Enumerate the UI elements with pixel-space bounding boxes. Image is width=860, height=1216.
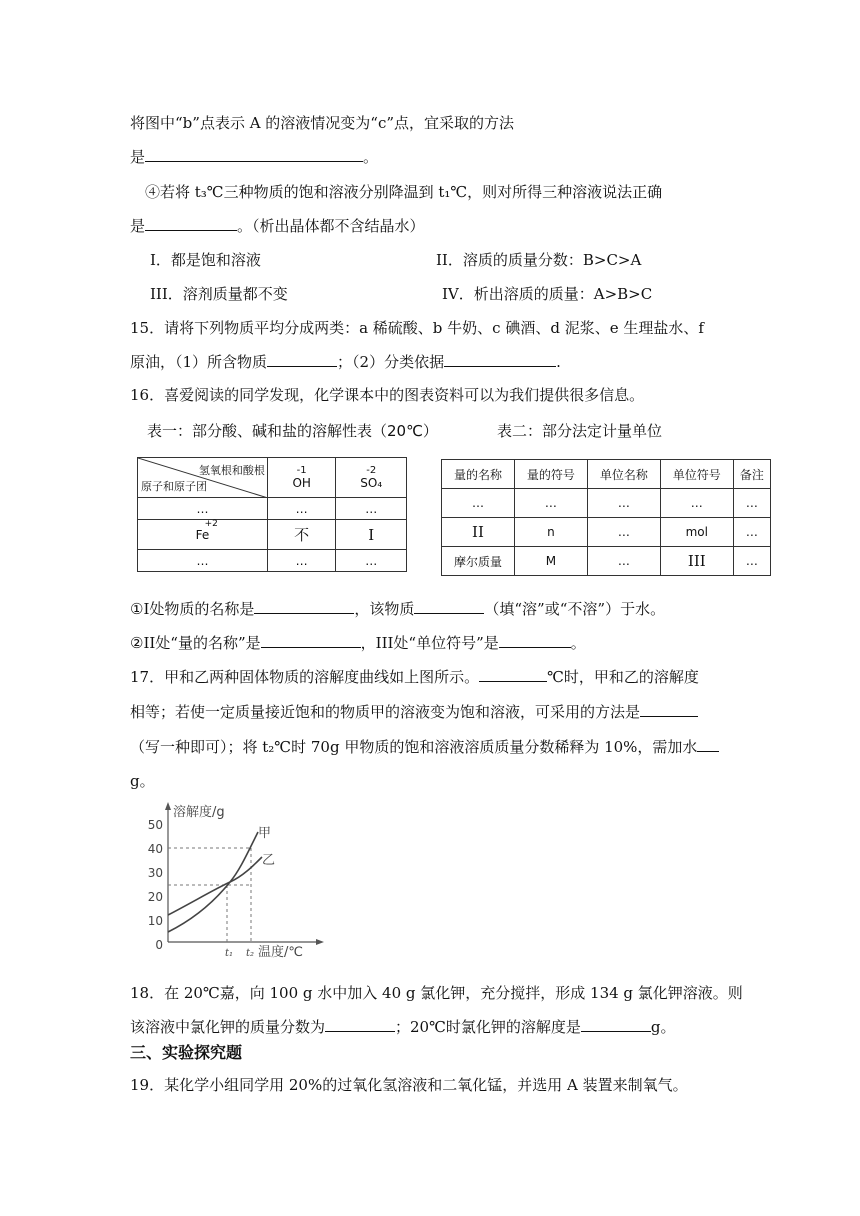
cell: …: [587, 547, 660, 576]
table1-caption: 表一：部分酸、碱和盐的溶解性表（20℃）: [147, 422, 438, 440]
answer-blank[interactable]: [254, 599, 354, 614]
charge: -2: [366, 465, 377, 476]
unit-table: [441, 459, 771, 576]
q14-line-2: [130, 146, 378, 167]
answer-blank[interactable]: [145, 216, 237, 231]
cell: …: [267, 498, 336, 520]
q18-line-2: [130, 1016, 676, 1037]
text: 是: [130, 148, 146, 166]
cell: 摩尔质量: [442, 547, 515, 576]
header: 单位名称: [587, 460, 660, 489]
text: ，III处“单位符号”是: [360, 634, 499, 652]
answer-blank[interactable]: [444, 352, 556, 367]
curve-yi-label: 乙: [262, 853, 276, 868]
y-tick-50: 50: [147, 818, 163, 832]
cell: …: [733, 518, 770, 547]
cell-ii: II: [442, 518, 515, 547]
cell: …: [336, 550, 407, 572]
section-heading: 三、实验探究题: [130, 1043, 243, 1062]
text: （写一种即可）；将 t₂℃时 70g 甲物质的饱和溶液溶质质量分数稀释为 10%，需加水: [130, 738, 698, 756]
q14-line-3: ④若将 t₃℃三种物质的饱和溶液分别降温到 t₁℃，则对所得三种溶液说法正确: [145, 183, 663, 201]
corner-cell: [138, 458, 268, 498]
corner-top: 氢氧根和酸根: [198, 464, 265, 477]
answer-blank[interactable]: [325, 1017, 395, 1032]
anion: OH: [292, 476, 311, 490]
cell: mol: [660, 518, 733, 547]
x-axis-arrow: [316, 939, 324, 945]
table2-caption: 表二：部分法定计量单位: [497, 422, 663, 440]
answer-blank[interactable]: [581, 1017, 651, 1032]
text: 是: [130, 217, 146, 235]
cell: …: [138, 498, 268, 520]
text: 。（析出晶体都不含结晶水）: [237, 217, 425, 235]
text: ℃时，甲和乙的溶解度: [547, 668, 699, 686]
anion-so4: [336, 458, 407, 498]
curve-yi: [168, 857, 262, 915]
cell-i: I: [336, 520, 407, 550]
q14-line-4: [130, 215, 425, 236]
header: 量的符号: [514, 460, 587, 489]
y-tick-20: 20: [147, 890, 163, 904]
answer-blank[interactable]: [640, 702, 698, 717]
y-axis-arrow: [165, 802, 171, 810]
text: ，该物质: [354, 600, 415, 618]
q18-line-1: 18．在 20℃嘉，向 100 g 水中加入 40 g 氯化钾，充分搅拌，形成 134 g 氯化钾溶液。则: [130, 984, 743, 1002]
option-iv: IV．析出溶质的质量：A>B>C: [442, 285, 653, 303]
charge: +2: [204, 518, 218, 529]
answer-blank[interactable]: [261, 633, 361, 648]
x-tick-t1: t₁: [225, 948, 234, 959]
x-tick-t2: t₂: [246, 948, 255, 959]
cell: …: [336, 498, 407, 520]
text: .: [556, 353, 561, 371]
q15-line-2: [130, 351, 561, 372]
y-tick-0: 0: [155, 938, 163, 952]
cell: …: [660, 489, 733, 518]
header: 量的名称: [442, 460, 515, 489]
ion: Fe: [195, 527, 210, 542]
answer-blank[interactable]: [479, 667, 547, 682]
solubility-graph: [138, 802, 328, 964]
q16-sub-1: [130, 598, 665, 619]
x-axis-label: 温度/℃: [258, 945, 303, 960]
cell: …: [733, 547, 770, 576]
q16-line-1: 16．喜爱阅读的同学发现，化学课本中的图表资料可以为我们提供很多信息。: [130, 386, 645, 404]
cell: …: [587, 489, 660, 518]
curve-jia-label: 甲: [258, 826, 272, 841]
cell: …: [514, 489, 587, 518]
cell: M: [514, 547, 587, 576]
q14-line-1: 将图中“b”点表示 A 的溶液情况变为“c”点，宜采取的方法: [130, 114, 515, 132]
text: g。: [650, 1018, 676, 1036]
q17-line-4: g。: [130, 772, 155, 790]
answer-blank[interactable]: [697, 737, 719, 752]
answer-blank[interactable]: [414, 599, 484, 614]
answer-blank[interactable]: [499, 633, 571, 648]
option-i: I．都是饱和溶液: [150, 251, 261, 269]
text: 该溶液中氯化钾的质量分数为: [130, 1018, 326, 1036]
charge: -1: [296, 465, 307, 476]
curve-jia: [168, 832, 258, 932]
q17-line-2: [130, 701, 698, 722]
text: ；20℃时氯化钾的溶解度是: [395, 1018, 581, 1036]
header: 单位符号: [660, 460, 733, 489]
text: 相等；若使一定质量接近饱和的物质甲的溶液变为饱和溶液，可采用的方法是: [130, 703, 641, 721]
anion-oh: [267, 458, 336, 498]
header: 备注: [733, 460, 770, 489]
cell: …: [587, 518, 660, 547]
cell: n: [514, 518, 587, 547]
text: 17．甲和乙两种固体物质的溶解度曲线如上图所示。: [130, 668, 480, 686]
q15-line-1: 15．请将下列物质平均分成两类：a 稀硫酸、b 牛奶、c 碘酒、d 泥浆、e 生理盐水、f: [130, 319, 704, 337]
cell: 不: [267, 520, 336, 550]
answer-blank[interactable]: [145, 147, 363, 162]
cell: …: [733, 489, 770, 518]
cell: …: [138, 550, 268, 572]
q17-line-3: [130, 736, 719, 757]
corner-bottom: 原子和原子团: [141, 480, 207, 493]
y-tick-10: 10: [147, 914, 163, 928]
cell: …: [267, 550, 336, 572]
q16-sub-2: [130, 632, 586, 653]
option-iii: III．溶剂质量都不变: [150, 285, 288, 303]
text: （填“溶”或“不溶”）于水。: [484, 600, 666, 618]
text: 。: [570, 634, 586, 652]
cation-fe: [138, 520, 268, 550]
text: 。: [363, 148, 379, 166]
anion: SO₄: [360, 476, 383, 490]
text: ①I处物质的名称是: [130, 600, 255, 618]
text: 原油，（1）所含物质: [130, 353, 268, 371]
solubility-table: [137, 457, 407, 572]
q17-line-1: [130, 666, 699, 687]
y-tick-40: 40: [147, 842, 163, 856]
y-tick-30: 30: [147, 866, 163, 880]
y-axis-label: 溶解度/g: [173, 805, 225, 820]
cell: …: [442, 489, 515, 518]
text: ；（2）分类依据: [337, 353, 445, 371]
text: ②II处“量的名称”是: [130, 634, 261, 652]
option-ii: II．溶质的质量分数：B>C>A: [436, 251, 642, 269]
q19-line-1: 19．某化学小组同学用 20%的过氧化氢溶液和二氧化锰，并选用 A 装置来制氧气。: [130, 1076, 688, 1094]
cell-iii: III: [660, 547, 733, 576]
answer-blank[interactable]: [267, 352, 337, 367]
